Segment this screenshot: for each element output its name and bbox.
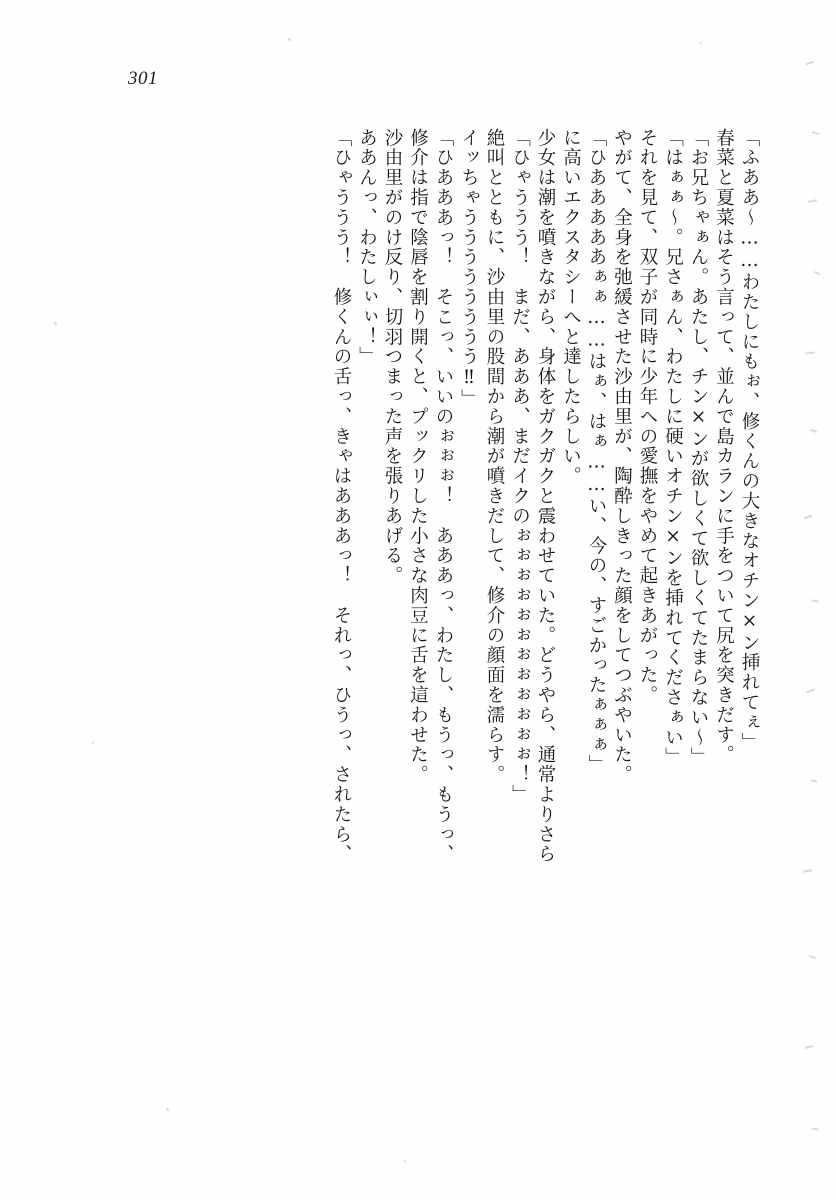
vertical-text-block xyxy=(325,128,759,1088)
text-column: 「お兄ちゃぁん。あたし、チン×ンが欲しくて欲しくてたまらない〜」 xyxy=(688,128,709,768)
scan-artifact xyxy=(806,61,814,66)
text-column: ああんっ、わたしぃぃ！」 xyxy=(356,128,378,367)
text-column: イッちゃうううううううう‼」 xyxy=(458,128,480,410)
scan-speckle xyxy=(54,322,57,325)
text-column: 修介は指で陰唇を割り開くと、プックリした小さな肉豆に舌を這わせた。 xyxy=(407,128,429,785)
text-column: 「ひあああっ！ そこっ、いいのぉぉぉ！ あああっ、わたし、もうっ、もうっ、 xyxy=(433,128,454,865)
scan-speckle xyxy=(166,1108,169,1111)
text-column: 「ひゃううう！ まだ、あああ、まだイクのぉぉぉぉぉぉぉぉぉぉぉぉ！」 xyxy=(509,128,531,805)
scan-artifact xyxy=(809,955,816,959)
text-column: 沙由里がのけ反り、切羽つまった声を張りあげる。 xyxy=(382,128,403,586)
text-column: 少女は潮を噴きながら、身体をガクガクと震わせていた。どうやら、通常よりさら xyxy=(535,128,556,865)
text-column: それを見て、双子が同時に少年への愛撫をやめて起きあがった。 xyxy=(637,128,658,706)
scan-artifact xyxy=(805,1045,813,1049)
text-column: 「ふああ〜……わたしにもぉ、修くんの大きなオチン×ン挿れてぇ」 xyxy=(739,128,760,753)
text-column: やがて、全身を弛緩させた沙由里が、陶酔しきった顔をしてつぶやいた。 xyxy=(611,128,633,785)
text-column: に高いエクスタシーへと達したらしい。 xyxy=(560,128,582,487)
text-column: 「ひあああああぁぁ……はぁ、はぁ……い、今の、すごかったぁぁぁ」 xyxy=(586,128,607,775)
scan-artifact xyxy=(803,869,812,873)
scan-speckle xyxy=(404,1160,406,1162)
scan-speckle xyxy=(92,742,94,744)
scan-artifact xyxy=(804,515,812,519)
scan-artifact xyxy=(814,271,820,275)
scan-artifact xyxy=(812,1127,818,1130)
text-column: 春菜と夏菜はそう言って、並んで島カランに手をついて尻を突きだす。 xyxy=(713,128,735,765)
scan-artifact xyxy=(812,599,819,602)
scan-speckle xyxy=(700,42,702,44)
scan-artifact xyxy=(812,131,819,135)
scan-artifact xyxy=(810,429,817,433)
text-column: 「ひゃううう！ 修くんの舌っ、きゃはあああっ！ それっ、ひうっ、されたら、 xyxy=(331,128,352,865)
text-column: 絶叫とともに、沙由里の股間から潮が噴きだして、修介の顔面を濡らす。 xyxy=(484,128,505,785)
scan-artifact xyxy=(806,351,815,354)
scan-speckle xyxy=(288,38,291,41)
scan-artifact xyxy=(806,688,815,693)
scan-artifact xyxy=(808,199,817,203)
scan-artifact xyxy=(811,779,817,782)
text-column: 「はぁぁ〜。兄さぁん、わたしに硬いオチン×ンを挿れてくださぁい」 xyxy=(662,128,684,768)
page-number: 301 xyxy=(128,68,158,89)
